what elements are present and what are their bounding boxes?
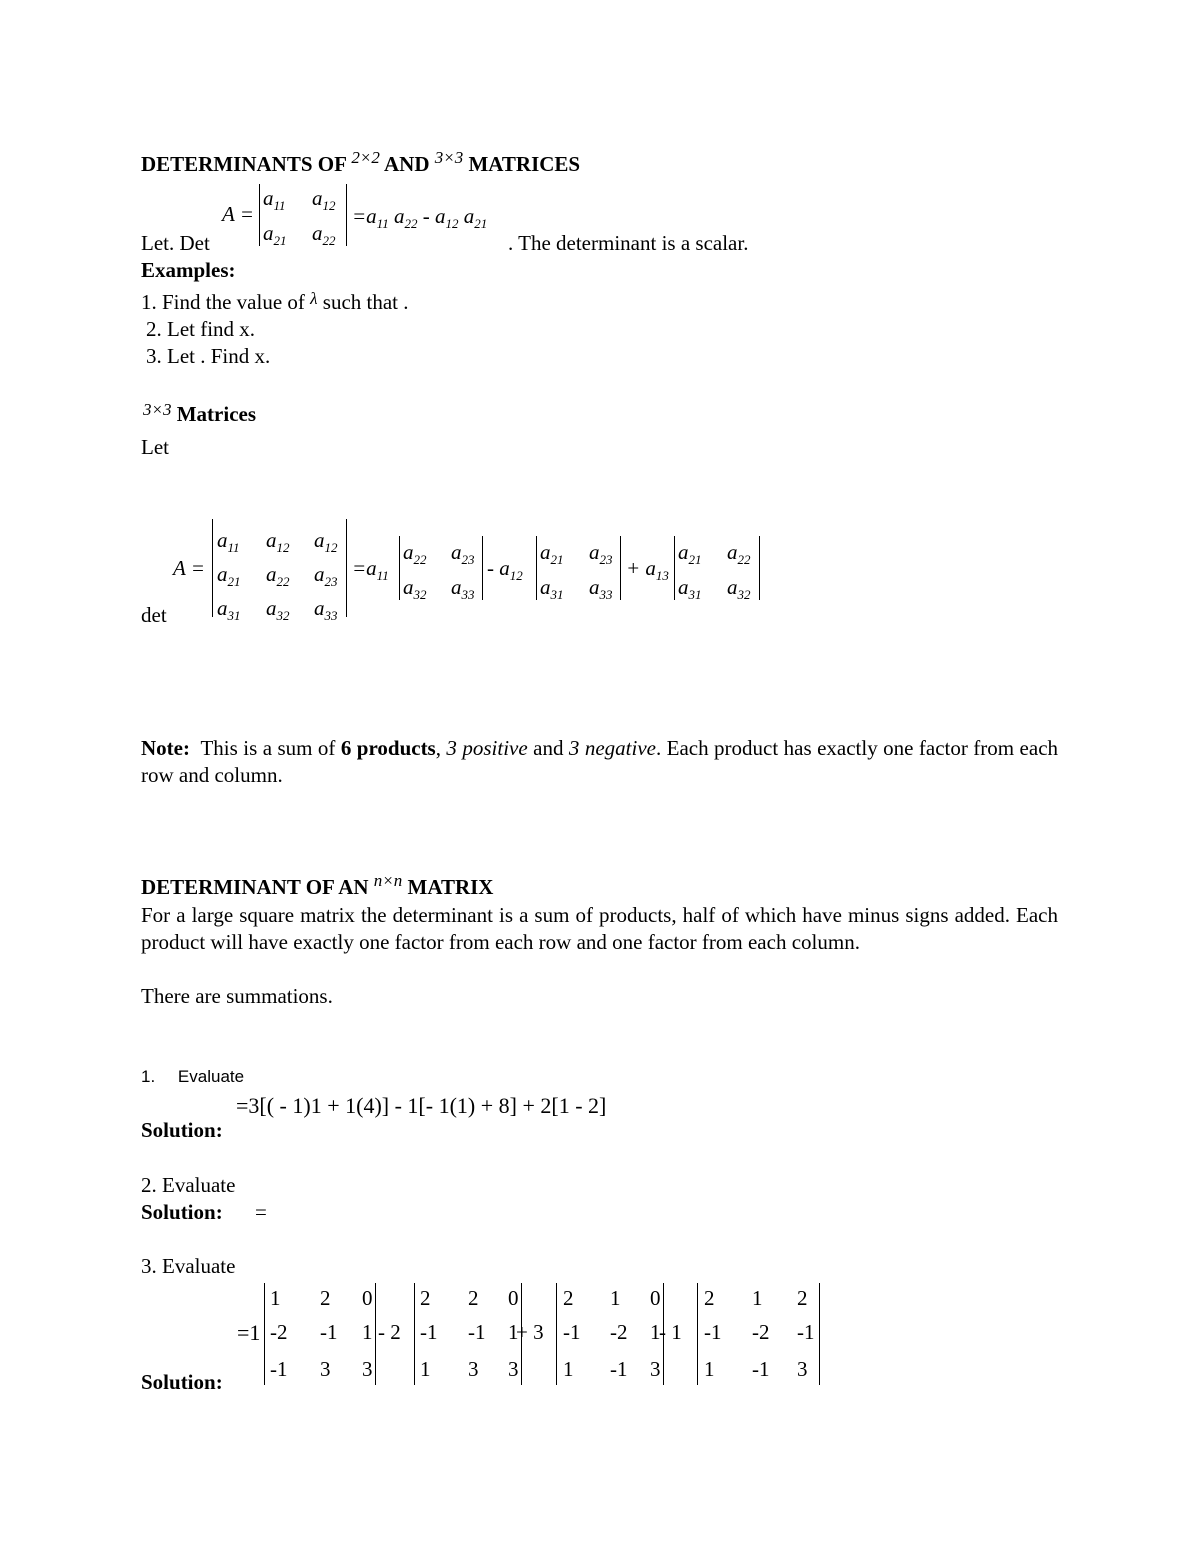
ex3-matrix-2-cell: -1: [420, 1320, 438, 1344]
det2-bar-left: [259, 184, 260, 246]
ex1-label: [141, 1067, 244, 1087]
section-3x3-heading: [143, 402, 256, 427]
title-prefix: DETERMINANTS OF: [141, 152, 347, 176]
det3-plus-a13: + $a_{13}$: [626, 556, 669, 583]
ex3-matrix-2-cell: 1: [508, 1320, 519, 1344]
ex1-solution-label: Solution:: [141, 1118, 223, 1142]
section-3x3-dim: 3×3: [143, 400, 172, 419]
title-and: AND: [384, 152, 430, 176]
ex3-matrix-2-cell: 2: [420, 1286, 431, 1310]
ex3-matrix-3-bar-left: [556, 1283, 557, 1385]
ex3-matrix-1-cell: -1: [270, 1357, 288, 1381]
ex3-matrix-3-cell: 2: [563, 1286, 574, 1310]
note-text-end: . Each product has exactly one factor from each row and column.: [141, 736, 1059, 787]
ex3-matrix-2-cell: -1: [468, 1320, 486, 1344]
example-1-text-end: such that .: [322, 290, 409, 314]
ex3-matrix-1-cell: 1: [362, 1320, 373, 1344]
note-six-products: 6 products: [340, 736, 436, 760]
ex3-matrix-4-cell: 3: [797, 1357, 808, 1381]
ex3-matrix-4-cell: -2: [752, 1320, 770, 1344]
ex3-solution-label: Solution:: [141, 1370, 223, 1394]
ex3-matrix-3-cell: -1: [610, 1357, 628, 1381]
note-three-positive: 3 positive: [446, 736, 528, 760]
ex3-operator: - 2: [378, 1320, 401, 1344]
ex3-matrix-3-cell: -2: [610, 1320, 628, 1344]
example-item-3: 3. Let . Find x.: [146, 344, 271, 368]
det3-eq-a11: $=a_{11}$: [352, 556, 389, 583]
det2-a11: $a_{11}$: [263, 186, 286, 213]
note-paragraph: [141, 735, 1058, 789]
ex3-matrix-1-cell: 0: [362, 1286, 373, 1310]
det2-let-det: Let. Det: [141, 231, 210, 255]
det2-a21: $a_{21}$: [263, 221, 287, 248]
nxn-paragraph: For a large square matrix the determinant is a sum of products, half of which have minus signs added. Each product will have exactly one factor from each row and one factor from each column.: [141, 903, 1058, 954]
ex1-evaluate: Evaluate: [177, 1067, 245, 1086]
ex3-operator: + 3: [516, 1320, 544, 1344]
ex2-label: 2. Evaluate: [141, 1173, 236, 1197]
note-comma: ,: [435, 736, 441, 760]
ex3-matrix-4-cell: 2: [704, 1286, 715, 1310]
det2-scalar-note: . The determinant is a scalar.: [508, 231, 749, 255]
ex3-matrix-4-cell: -1: [752, 1357, 770, 1381]
nxn-dim: n×n: [373, 871, 403, 890]
ex3-matrix-3-cell: 3: [650, 1357, 661, 1381]
ex3-matrix-1-cell: 2: [320, 1286, 331, 1310]
det2-lhs: A =: [222, 202, 254, 226]
ex3-matrix-4-bar-left: [697, 1283, 698, 1385]
example-1-text: 1. Find the value of: [141, 290, 305, 314]
ex3-matrix-2-cell: 3: [468, 1357, 479, 1381]
ex3-matrix-4-cell: -1: [704, 1320, 722, 1344]
ex3-matrix-2-cell: 2: [468, 1286, 479, 1310]
ex3-matrix-4-cell: -1: [797, 1320, 815, 1344]
ex2-solution-label: Solution:: [141, 1200, 223, 1224]
ex3-matrix-1-cell: -1: [320, 1320, 338, 1344]
note-text-1: This is a sum of: [200, 736, 336, 760]
lambda-symbol: λ: [310, 289, 318, 308]
det3-lhs: A =: [173, 556, 205, 580]
det3-minus-a12: - $a_{12}$: [487, 556, 523, 583]
ex3-label: 3. Evaluate: [141, 1254, 236, 1278]
title-suffix: MATRICES: [468, 152, 581, 176]
title-dim-2x2: 2×2: [351, 148, 380, 167]
examples-heading: Examples:: [141, 258, 236, 282]
nxn-heading-suffix: MATRIX: [407, 875, 494, 899]
det3-det-label: det: [141, 603, 167, 627]
ex3-matrix-1-cell: 3: [320, 1357, 331, 1381]
section-3x3-let: Let: [141, 435, 169, 459]
ex3-matrix-2-cell: 1: [420, 1357, 431, 1381]
nxn-summations: There are summations.: [141, 984, 333, 1008]
note-three-negative: 3 negative: [568, 736, 656, 760]
page-title: [141, 148, 581, 177]
title-dim-3x3: 3×3: [434, 148, 464, 167]
ex3-matrix-1-bar-left: [264, 1283, 265, 1385]
ex3-prefix: =1: [237, 1320, 261, 1345]
ex3-matrix-4-cell: 2: [797, 1286, 808, 1310]
ex1-expression: =3[( - 1)1 + 1(4)] - 1[- 1(1) + 8] + 2[1 - 2]: [236, 1093, 607, 1118]
ex3-matrix-4-cell: 1: [752, 1286, 763, 1310]
det3-bar-left: [212, 519, 213, 617]
ex3-matrix-3-cell: 1: [650, 1320, 661, 1344]
det2-a12: $a_{12}$: [312, 186, 336, 213]
example-item-2: 2. Let find x.: [146, 317, 256, 341]
nxn-heading: [141, 871, 494, 900]
ex3-matrix-2-bar-left: [414, 1283, 415, 1385]
det2-bar-right: [346, 184, 347, 246]
ex3-matrix-4-cell: 1: [704, 1357, 715, 1381]
note-and: and: [533, 736, 564, 760]
ex3-matrix-1-bar-right: [375, 1283, 376, 1385]
ex3-matrix-3-cell: 1: [563, 1357, 574, 1381]
ex3-matrix-1-cell: -2: [270, 1320, 288, 1344]
example-item-1: [141, 290, 409, 315]
ex3-matrix-1-cell: 3: [362, 1357, 373, 1381]
note-label: Note:: [141, 736, 190, 760]
ex3-matrix-2-cell: 0: [508, 1286, 519, 1310]
ex3-matrix-4-bar-right: [819, 1283, 820, 1385]
ex2-equals: =: [255, 1200, 267, 1224]
det3-bar-right: [346, 519, 347, 617]
ex3-operator: - 1: [659, 1320, 682, 1344]
nxn-heading-prefix: DETERMINANT OF AN: [141, 875, 369, 899]
section-3x3-title: Matrices: [176, 402, 257, 426]
ex1-number: 1.: [141, 1067, 156, 1086]
ex3-matrix-3-cell: -1: [563, 1320, 581, 1344]
ex3-matrix-3-cell: 0: [650, 1286, 661, 1310]
det2-a22: $a_{22}$: [312, 221, 336, 248]
ex3-matrix-2-cell: 3: [508, 1357, 519, 1381]
ex3-matrix-3-cell: 1: [610, 1286, 621, 1310]
ex3-matrix-1-cell: 1: [270, 1286, 281, 1310]
det2-rhs: $=a_{11}$ $a_{22} - a_{12}$ $a_{21}$: [352, 204, 488, 231]
